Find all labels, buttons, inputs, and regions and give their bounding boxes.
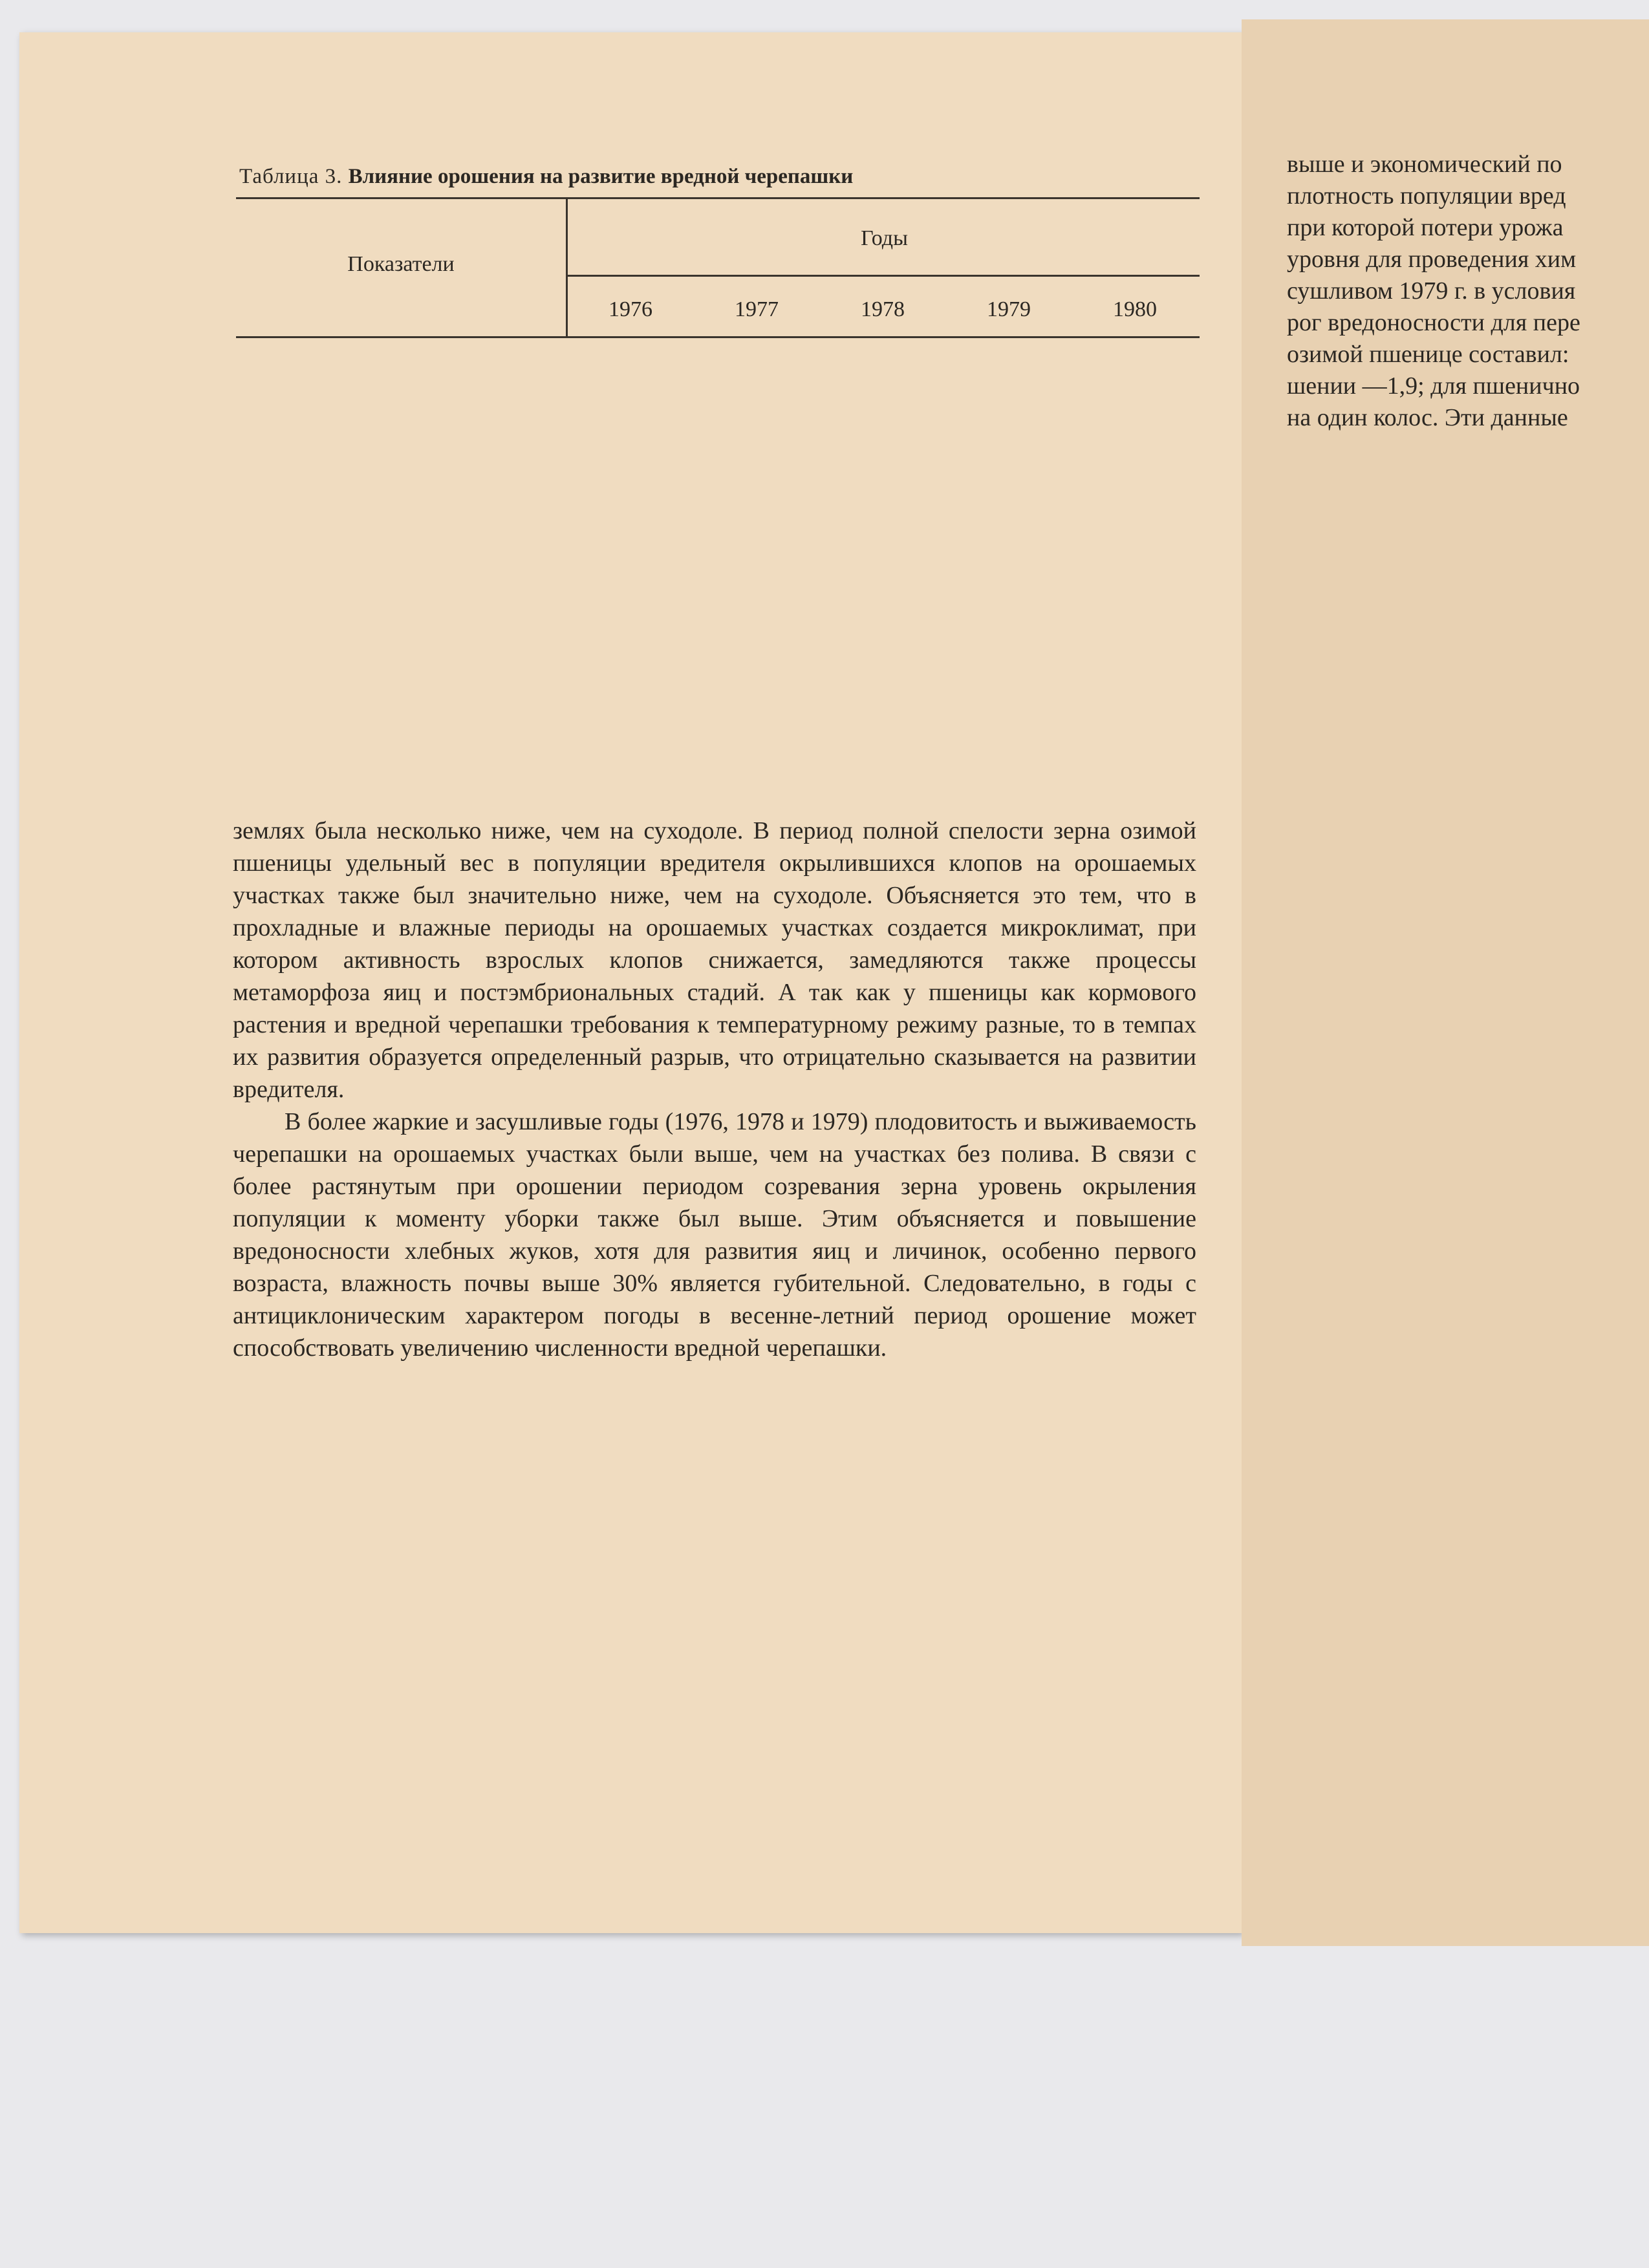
year-1978: 1978 <box>861 297 905 321</box>
year-1977: 1977 <box>735 297 779 321</box>
year-1979: 1979 <box>987 297 1031 321</box>
table-header-indicator: Показатели <box>347 252 455 276</box>
right-line: шении —1,9; для пшенично <box>1287 372 1580 400</box>
table-years-rule <box>568 275 1200 277</box>
table-header-rule <box>236 336 1200 338</box>
right-line: выше и экономический по <box>1287 151 1562 178</box>
table-header-years: Годы <box>861 226 908 250</box>
body-paragraph-2: В более жаркие и засушливые годы (1976, 1978 и 1979) плодовитость и выживаемость черепашки на орошаемых участках были выше, чем на участках без полива. В связи с более растянутым при орошении периодом созревания зерна уровень окрыления популяции к моменту уборки также был выше. Этим объясняется и повышение вредоносности хлебных жуков, хотя для развития яиц и личинок, особенно первого возраста, влажность почвы выше 30% является губительной. Следовательно, в годы с антициклоническим характером погоды в весенне-летний период орошение может способствовать увеличению численности вредной черепашки. <box>233 1108 1196 1362</box>
table-caption <box>239 165 1209 189</box>
right-page-text <box>1287 149 1649 434</box>
right-line: на один колос. Эти данные <box>1287 404 1568 431</box>
left-page <box>19 32 1242 1933</box>
table-caption-prefix: Таблица 3. <box>239 165 343 188</box>
table-header-divider <box>566 197 568 336</box>
right-line: плотность популяции вред <box>1287 182 1566 209</box>
table-caption-title: Влияние орошения на развитие вредной черепашки <box>348 165 854 188</box>
body-text <box>233 815 1196 1364</box>
right-line: рог вредоносности для пере <box>1287 309 1580 336</box>
right-line: сушливом 1979 г. в условия <box>1287 277 1576 305</box>
year-1976: 1976 <box>609 297 652 321</box>
right-line: при которой потери урожа <box>1287 214 1564 241</box>
year-1980: 1980 <box>1113 297 1157 321</box>
right-line: озимой пшенице составил: <box>1287 341 1569 368</box>
table-top-rule <box>236 197 1200 199</box>
right-page <box>1242 19 1649 1946</box>
body-paragraph-1: землях была несколько ниже, чем на суходоле. В период полной спелости зерна озимой пшеницы удельный вес в популяции вредителя окрылившихся клопов на орошаемых участках также был значительно ниже, чем на суходоле. Объясняется это тем, что в прохладные и влажные периоды на орошаемых участках создается микроклимат, при котором активность взрослых клопов снижается, замедляются также процессы метаморфоза яиц и постэмбриональных стадий. А так как у пшеницы как кормового растения и вредной черепашки требования к температурному режиму разные, то в темпах их развития образуется определенный разрыв, что отрицательно сказывается на развитии вредителя. <box>233 817 1196 1103</box>
right-line: уровня для проведения хим <box>1287 246 1577 273</box>
